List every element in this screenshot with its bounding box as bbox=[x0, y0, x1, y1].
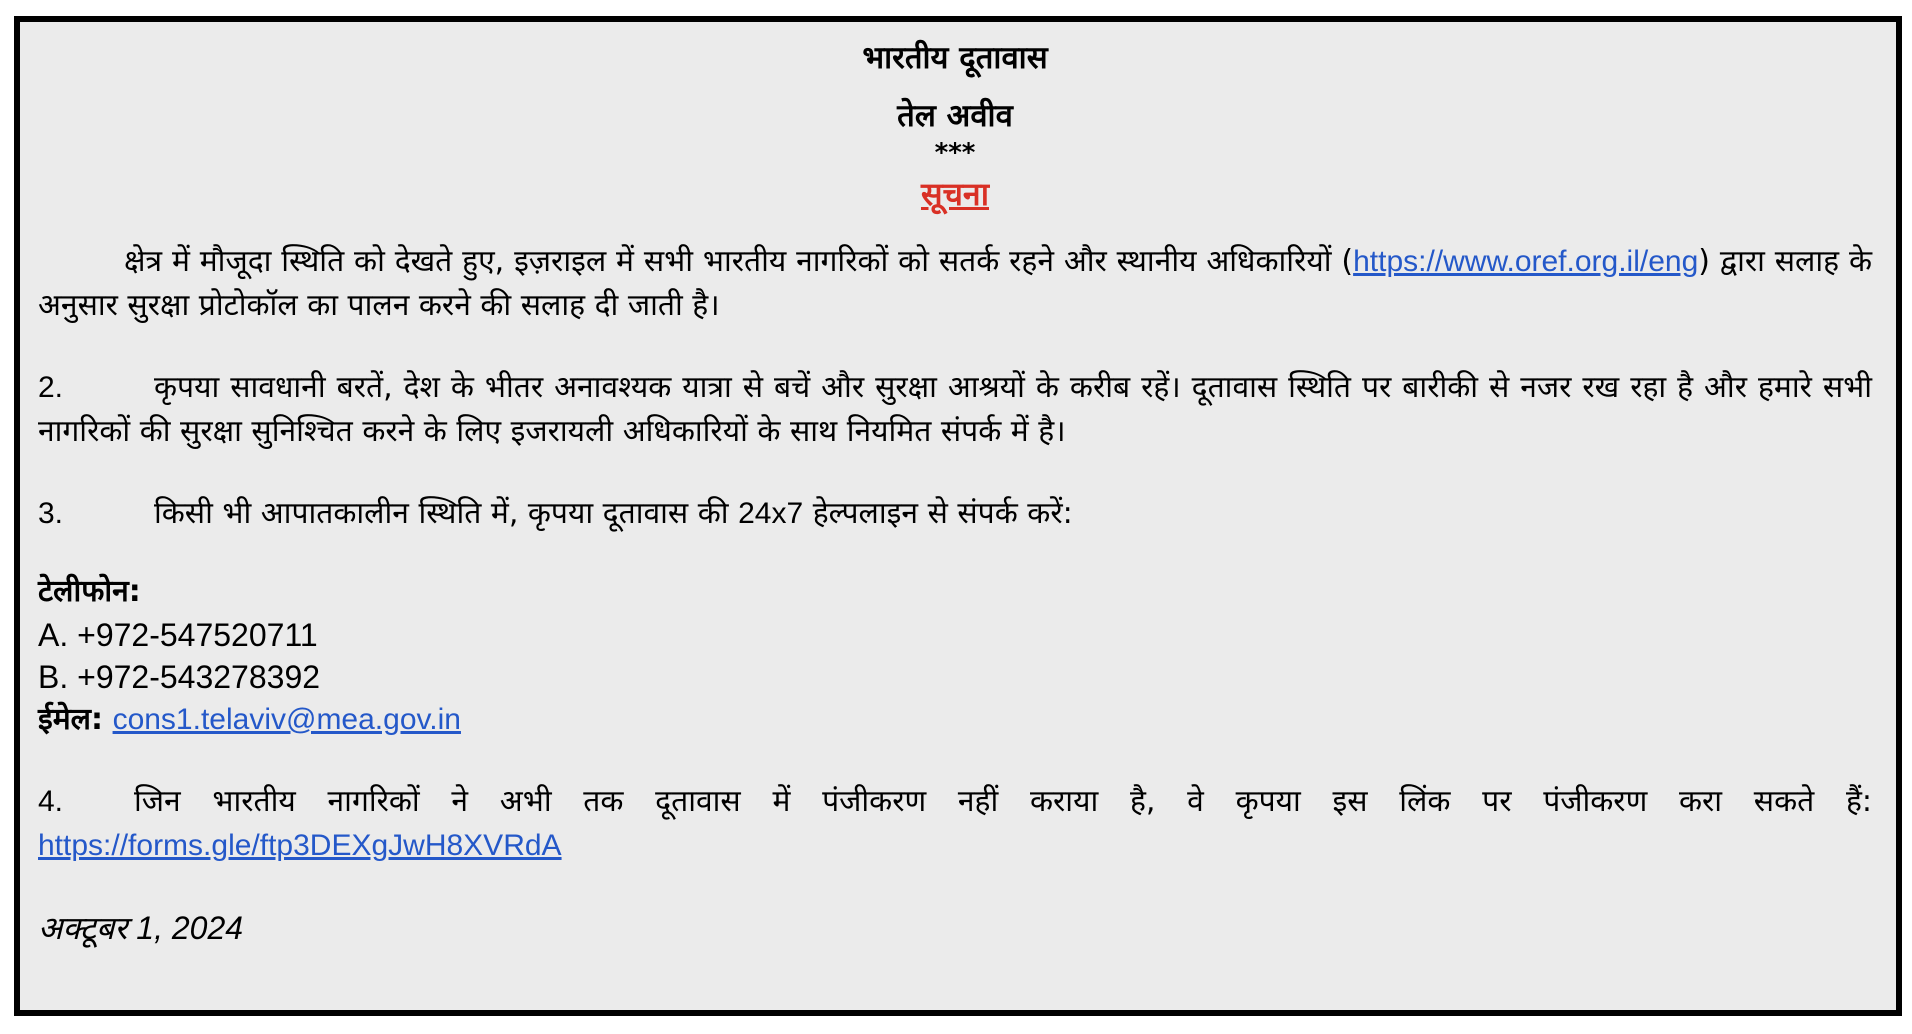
paragraph-3-text-after: हेल्पलाइन से संपर्क करें: bbox=[803, 496, 1073, 531]
paragraph-1 bbox=[38, 240, 1872, 328]
date-month: अक्टूबर bbox=[38, 909, 128, 947]
paragraph-1-text-before: क्षेत्र में मौजूदा स्थिति को देखते हुए, इज़राइल में सभी भारतीय नागरिकों को सतर्क रहने और स्थानीय अधिकारियों ( bbox=[124, 244, 1354, 279]
email-link[interactable]: cons1.telaviv@mea.gov.in bbox=[112, 703, 461, 736]
phone-label: टेलीफोन: bbox=[38, 574, 141, 609]
date-day-year: 1, 2024 bbox=[127, 910, 244, 946]
email-label: ईमेल: bbox=[38, 702, 104, 737]
paragraph-3 bbox=[38, 492, 1872, 536]
paragraph-4-number: 4. bbox=[38, 785, 64, 818]
phone-number-b: B. +972-543278392 bbox=[38, 659, 321, 695]
notice-date bbox=[38, 906, 1872, 950]
embassy-city: तेल अवीव bbox=[897, 98, 1013, 134]
paragraph-2 bbox=[38, 366, 1872, 454]
paragraph-3-number: 3. bbox=[38, 497, 64, 530]
paragraph-2-text: कृपया सावधानी बरतें, देश के भीतर अनावश्यक यात्रा से बचें और सुरक्षा आश्रयों के करीब रहें। दूतावास स्थिति पर बारीकी से नजर रख रहा है और हमारे सभी नागरिकों की सुरक्षा सुनिश्चित करने के लिए इजरायली अधिकारियों के साथ नियमित संपर्क में है। bbox=[38, 370, 1872, 449]
paragraph-4-text: जिन भारतीय नागरिकों ने अभी तक दूतावास में पंजीकरण नहीं कराया है, वे कृपया इस लिंक पर पंजीकरण करा सकते हैं: bbox=[134, 784, 1872, 819]
paragraph-2-number: 2. bbox=[38, 371, 64, 404]
notice-title: सूचना bbox=[920, 175, 989, 213]
paragraph-1-text-after: ) द्वारा सलाह के अनुसार सुरक्षा प्रोटोकॉल का पालन करने की सलाह दी जाती है। bbox=[38, 244, 1872, 323]
embassy-name: भारतीय दूतावास bbox=[862, 40, 1048, 76]
helpline-hours: 24x7 bbox=[738, 497, 804, 530]
email-line bbox=[38, 698, 1872, 742]
oref-link[interactable]: https://www.oref.org.il/eng bbox=[1353, 245, 1699, 278]
paragraph-4 bbox=[38, 780, 1872, 868]
separator: *** bbox=[934, 138, 976, 168]
phone-number-a: A. +972-547520711 bbox=[38, 617, 318, 653]
paragraph-3-text-before: किसी भी आपातकालीन स्थिति में, कृपया दूतावास की bbox=[154, 496, 739, 531]
registration-form-link[interactable]: https://forms.gle/ftp3DEXgJwH8XVRdA bbox=[38, 829, 562, 862]
notice-document bbox=[14, 16, 1902, 1016]
